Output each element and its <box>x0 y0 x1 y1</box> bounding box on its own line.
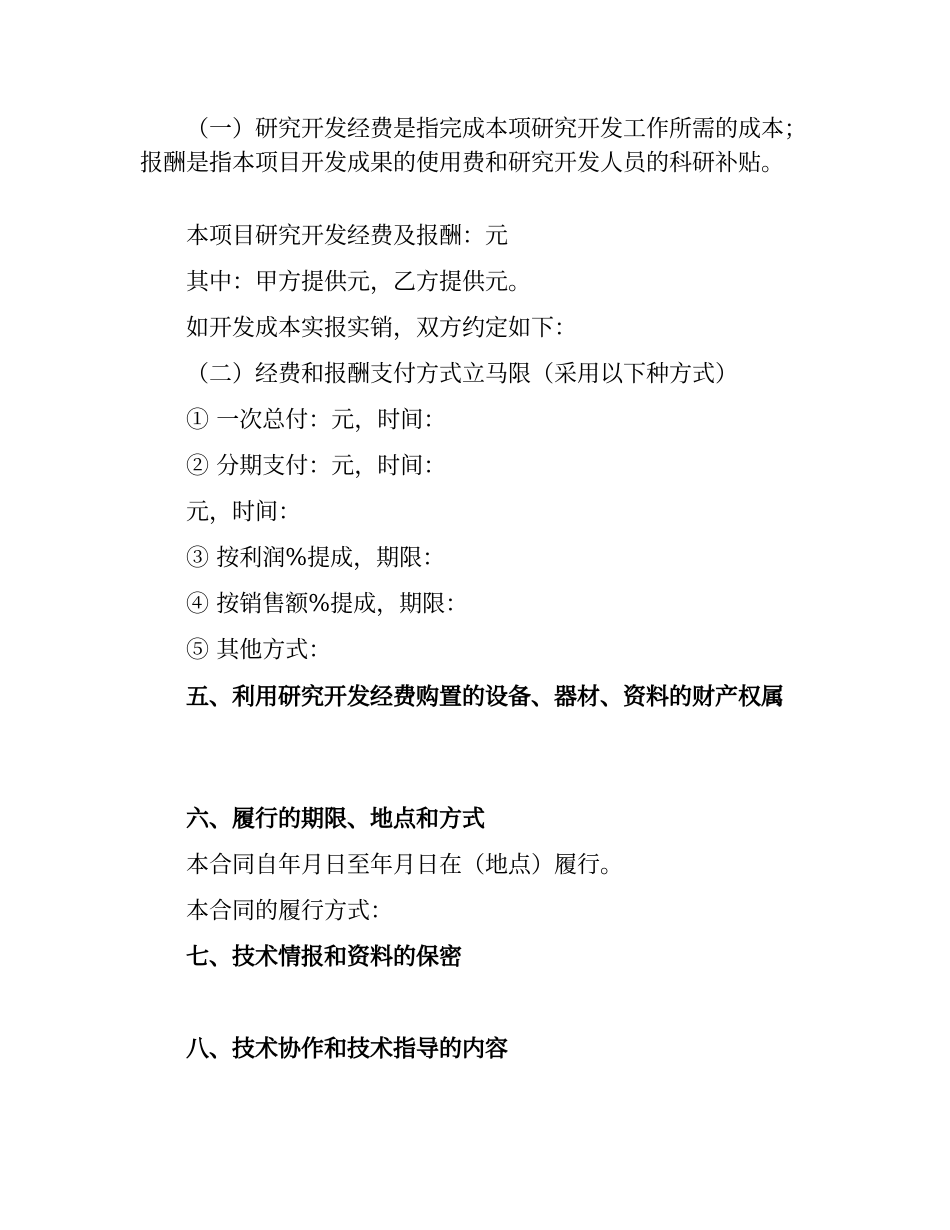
section-7-heading: 七、技术情报和资料的保密 <box>186 943 462 970</box>
paragraph-funding-definition: （一）研究开发经费是指完成本项研究开发工作所需的成本；报酬是指本项目开发成果的使用费和研究开发人员的科研补贴。 <box>140 116 807 176</box>
payment-option-lump-sum: ① 一次总付：元，时间： <box>186 407 447 433</box>
section-5-heading: 五、利用研究开发经费购置的设备、器材、资料的财产权属 <box>186 683 784 710</box>
paragraph-funding-amount: 本项目研究开发经费及报酬：元 <box>186 223 508 249</box>
paragraph-funding-split: 其中：甲方提供元，乙方提供元。 <box>186 269 531 295</box>
payment-option-installment-continued: 元，时间： <box>186 499 301 525</box>
section-6-method: 本合同的履行方式： <box>186 898 393 924</box>
section-6-term-location: 本合同自年月日至年月日在（地点）履行。 <box>186 852 623 878</box>
payment-option-sales-share: ④ 按销售额%提成，期限： <box>186 591 469 617</box>
payment-option-other: ⑤ 其他方式： <box>186 637 332 663</box>
paragraph-cost-agreement: 如开发成本实报实销，双方约定如下： <box>186 315 577 341</box>
payment-option-profit-share: ③ 按利润%提成，期限： <box>186 545 446 571</box>
section-6-heading: 六、履行的期限、地点和方式 <box>186 805 485 832</box>
section-8-heading: 八、技术协作和技术指导的内容 <box>186 1035 508 1062</box>
paragraph-payment-method: （二）经费和报酬支付方式立马限（采用以下种方式） <box>186 361 738 387</box>
payment-option-installment: ② 分期支付：元，时间： <box>186 453 447 479</box>
